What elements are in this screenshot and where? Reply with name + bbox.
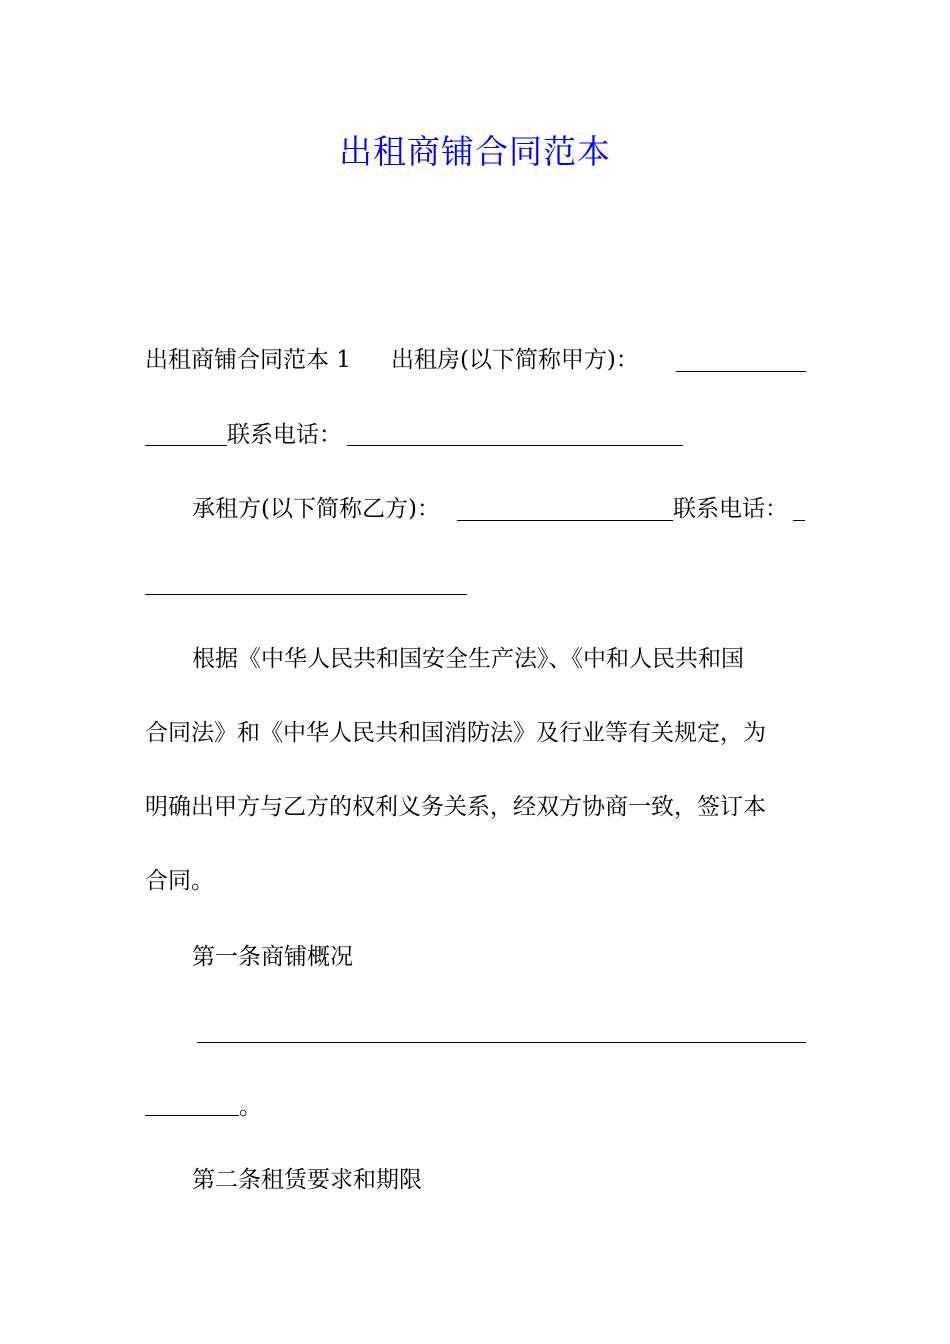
section-1-blank[interactable] <box>197 1042 806 1043</box>
lessor-phone-line <box>227 418 342 452</box>
preamble-line-1: 根据《中华人民共和国安全生产法》、《中和人民共和国 <box>192 646 744 672</box>
preamble-line-2: 合同法》和《中华人民共和国消防法》及行业等有关规定，为 <box>145 720 766 746</box>
lessee-blank[interactable] <box>457 520 673 521</box>
page-title: 出租商铺合同范本 <box>339 132 611 171</box>
lessee-phone-blank-start[interactable] <box>793 520 805 521</box>
section-1-blank-continued[interactable] <box>145 1115 239 1116</box>
lessor-phone-blank[interactable] <box>347 445 683 446</box>
lessee-line <box>192 492 440 526</box>
lessor-label: 出租房(以下简称甲方)： <box>390 347 639 373</box>
section-2-heading: 第二条租赁要求和期限 <box>192 1167 422 1193</box>
preamble-line-3: 明确出甲方与乙方的权利义务关系，经双方协商一致，签订本 <box>145 794 766 820</box>
lessor-blank[interactable] <box>676 371 806 372</box>
lessee-phone-label: 联系电话： <box>673 496 788 522</box>
lessor-phone-label: 联系电话： <box>227 422 342 448</box>
lessee-label: 承租方(以下简称乙方)： <box>192 496 440 522</box>
contract-number-label: 出租商铺合同范本 1 <box>145 347 351 373</box>
preamble-line-4: 合同。 <box>145 868 214 894</box>
lessee-phone-blank[interactable] <box>145 594 467 595</box>
lessee-phone-line <box>673 492 788 526</box>
contract-heading-line <box>145 343 639 377</box>
section-1-heading: 第一条商铺概况 <box>192 944 353 970</box>
lessor-blank-continued[interactable] <box>145 445 227 446</box>
section-1-end: 。 <box>239 1094 262 1120</box>
